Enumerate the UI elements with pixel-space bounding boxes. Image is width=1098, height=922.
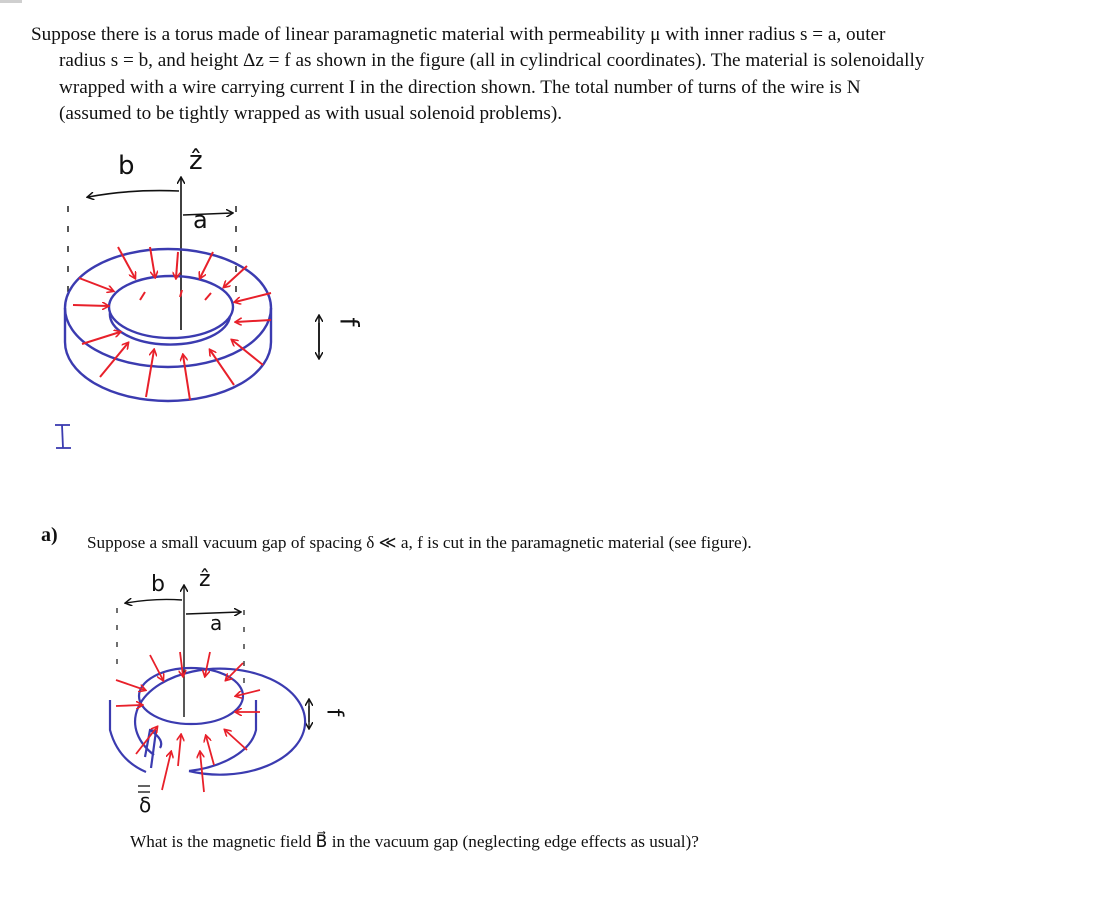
label-z-hat-2: ẑ — [199, 567, 211, 592]
torus-body-2 — [110, 668, 305, 775]
b-radius-arrow — [88, 191, 179, 197]
label-current-I — [55, 420, 73, 450]
label-f-2: f — [321, 708, 347, 717]
b-radius-arrow-2 — [126, 599, 182, 603]
wire-windings — [73, 247, 271, 400]
label-delta: δ — [139, 793, 152, 817]
outer-dashed-guide-2 — [117, 608, 244, 690]
part-a-question: What is the magnetic field B⃗ in the vacuum gap (neglecting edge effects as usual)? — [130, 832, 699, 851]
label-z-hat: ẑ — [189, 146, 203, 176]
delta-arrows — [138, 786, 150, 792]
part-a-label: a) — [41, 524, 58, 546]
part-a-statement: Suppose a small vacuum gap of spacing δ ≪ a, f is cut in the paramagnetic material (see figure). — [87, 533, 752, 552]
problem-line-2: radius s = b, and height Δz = f as shown in the figure (all in cylindrical coordinates). The material is solenoidally — [59, 50, 925, 71]
label-b: b — [118, 151, 135, 181]
label-f: f — [333, 317, 364, 327]
label-a-2: a — [210, 611, 223, 635]
problem-line-3: wrapped with a wire carrying current I in the direction shown. The total number of turns of the wire is N — [59, 77, 861, 98]
problem-line-4: (assumed to be tightly wrapped as with usual solenoid problems). — [59, 103, 563, 124]
label-a: a — [193, 206, 208, 234]
problem-line-1: Suppose there is a torus made of linear paramagnetic material with permeability μ with inner radius s = a, outer — [31, 24, 886, 45]
label-b-2: b — [151, 572, 165, 597]
